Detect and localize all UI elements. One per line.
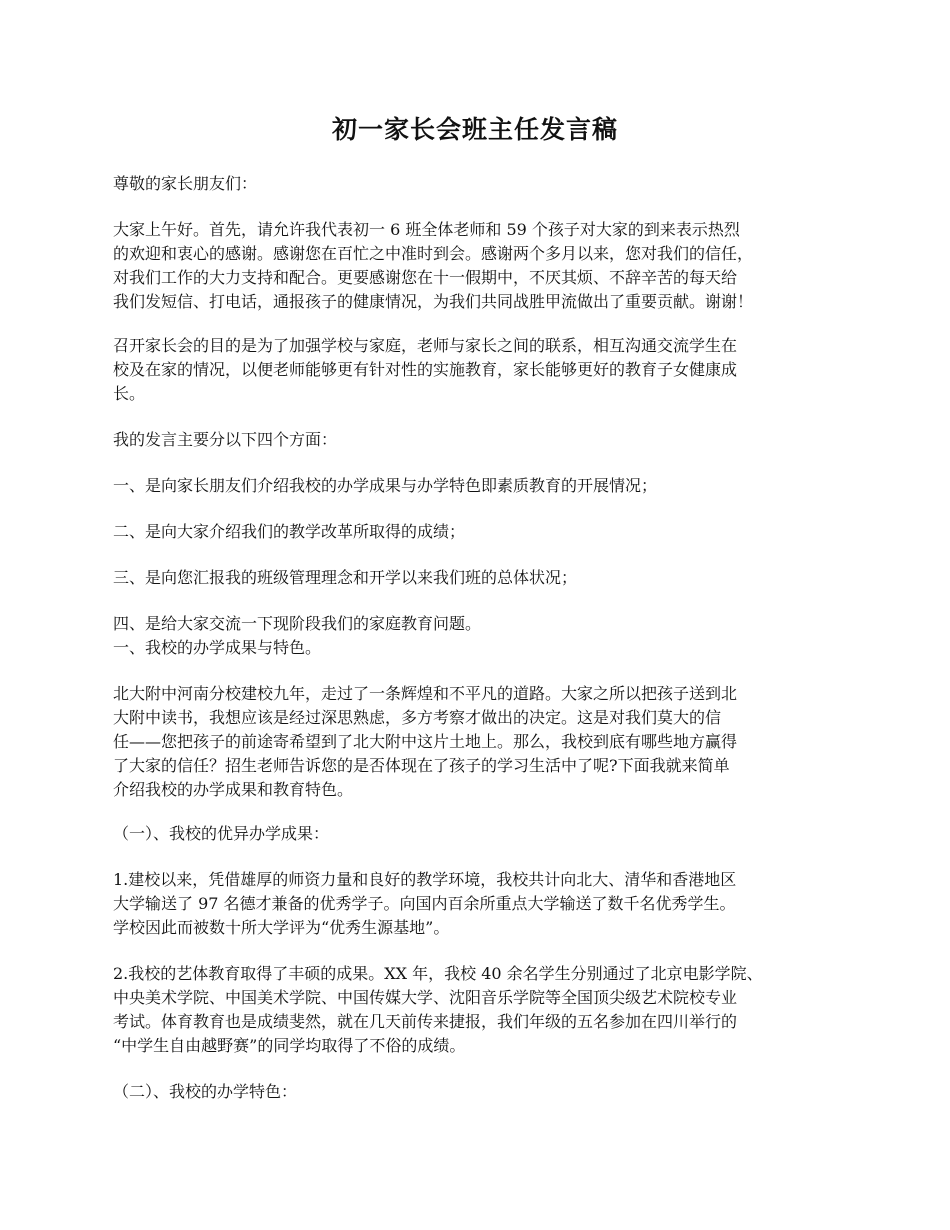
- text-line: 介绍我校的办学成果和教育特色。: [113, 780, 354, 799]
- text-line: 大附中读书，我想应该是经过深思熟虑，多方考察才做出的决定。这是对我们莫大的信: [113, 708, 722, 727]
- text-line: （一）、我校的优异办学成果：: [113, 824, 330, 843]
- paragraph-greeting: [113, 218, 848, 314]
- section-heading: 一、我校的办学成果与特色。: [113, 638, 322, 657]
- text-line: 尊敬的家长朋友们：: [113, 174, 258, 193]
- paragraph-point-one: [113, 474, 848, 498]
- text-line: 考试。体育教育也是成绩斐然，就在几天前传来捷报，我们年级的五名参加在四川举行的: [113, 1012, 738, 1031]
- text-line: 的欢迎和衷心的感谢。感谢您在百忙之中准时到会。感谢两个多月以来，您对我们的信任，: [113, 244, 754, 263]
- subsection-heading-achievements: [113, 822, 848, 846]
- text-line: （二）、我校的办学特色：: [113, 1082, 298, 1101]
- text-line: 校及在家的情况，以便老师能够更有针对性的实施教育，家长能够更好的教育子女健康成: [113, 360, 738, 379]
- text-line: 四、是给大家交流一下现阶段我们的家庭教育问题。: [113, 614, 482, 633]
- paragraph-outline-intro: [113, 428, 848, 452]
- text-line: 我们发短信、打电话，通报孩子的健康情况，为我们共同战胜甲流做出了重要贡献。谢谢！: [113, 292, 754, 311]
- text-line: 三、是向您汇报我的班级管理理念和开学以来我们班的总体状况；: [113, 568, 578, 587]
- text-line: “中学生自由越野赛”的同学均取得了不俗的成绩。: [113, 1036, 466, 1055]
- paragraph-point-four: [113, 612, 848, 660]
- text-line: 长。: [113, 384, 146, 403]
- text-line: 召开家长会的目的是为了加强学校与家庭，老师与家长之间的联系，相互沟通交流学生在: [113, 336, 738, 355]
- text-line: 大学输送了 97 名德才兼备的优秀学子。向国内百余所重点大学输送了数千名优秀学生。: [113, 894, 736, 913]
- text-line: 2.我校的艺体教育取得了丰硕的成果。XX 年，我校 40 余名学生分别通过了北京电影学院、: [113, 964, 763, 983]
- paragraph-point-two: [113, 520, 848, 544]
- paragraph-achievement-one: [113, 868, 848, 940]
- text-line: 我的发言主要分以下四个方面：: [113, 430, 338, 449]
- text-line: 了大家的信任？招生老师告诉您的是否体现在了孩子的学习生活中了呢?下面我就来简单: [113, 756, 730, 775]
- paragraph-purpose: [113, 334, 848, 406]
- paragraph-achievement-two: [113, 962, 848, 1058]
- text-line: 1.建校以来，凭借雄厚的师资力量和良好的教学环境，我校共计向北大、清华和香港地区: [113, 870, 737, 889]
- text-line: 对我们工作的大力支持和配合。更要感谢您在十一假期中，不厌其烦、不辞辛苦的每天给: [113, 268, 738, 287]
- paragraph-point-three: [113, 566, 848, 590]
- subsection-heading-features: [113, 1080, 848, 1104]
- text-line: 学校因此而被数十所大学评为“优秀生源基地”。: [113, 918, 450, 937]
- text-line: 中央美术学院、中国美术学院、中国传媒大学、沈阳音乐学院等全国顶尖级艺术院校专业: [113, 988, 738, 1007]
- text-line: 大家上午好。首先，请允许我代表初一 6 班全体老师和 59 个孩子对大家的到来表示热烈: [113, 220, 740, 239]
- text-line: 任——您把孩子的前途寄希望到了北大附中这片土地上。那么，我校到底有哪些地方赢得: [113, 732, 738, 751]
- paragraph-salutation: [113, 172, 848, 196]
- text-line: 二、是向大家介绍我们的教学改革所取得的成绩；: [113, 522, 466, 541]
- paragraph-school-history: [113, 682, 848, 802]
- document-title: 初一家长会班主任发言稿: [331, 115, 618, 144]
- text-line: 一、是向家长朋友们介绍我校的办学成果与办学特色即素质教育的开展情况；: [113, 476, 658, 495]
- text-line: 北大附中河南分校建校九年，走过了一条辉煌和不平凡的道路。大家之所以把孩子送到北: [113, 684, 738, 703]
